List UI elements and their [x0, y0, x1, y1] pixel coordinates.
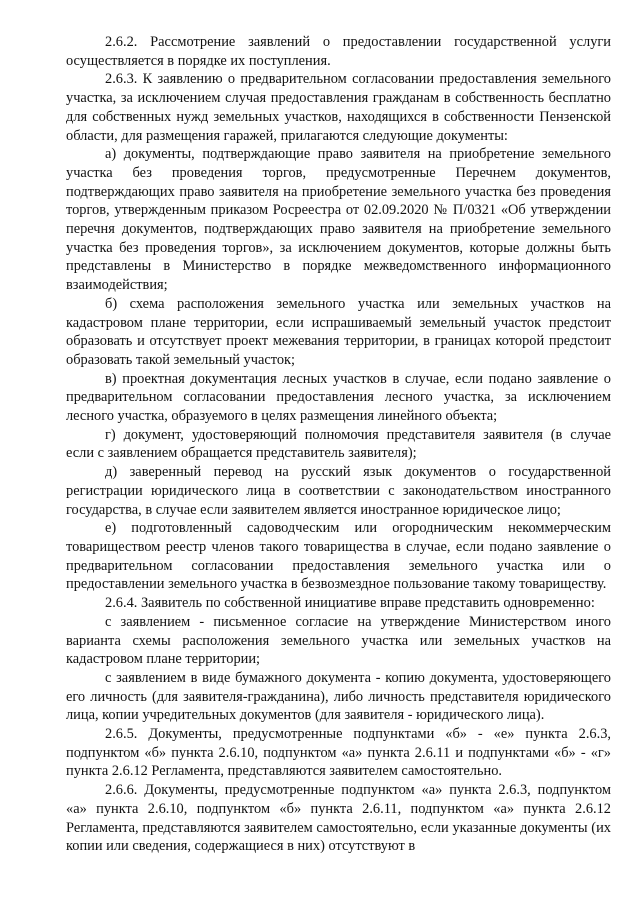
paragraph-2-6-2: 2.6.2. Рассмотрение заявлений о предоставлении государственной услуги осуществляется в порядке их поступления.: [66, 34, 611, 69]
list-item-b: б) схема расположения земельного участка или земельных участков на кадастровом плане территории, если испрашиваемый земельный участок предстоит образовать и отсутствует проект межевания территории, в границах которой предстоит образовать такой земельный участок;: [66, 295, 611, 368]
list-item-g: г) документ, удостоверяющий полномочия представителя заявителя (в случае если с заявлением обращается представитель заявителя);: [66, 426, 611, 462]
list-item-d: д) заверенный перевод на русский язык документов о государственной регистрации юридического лица в соответствии с законодательством иностранного государства, в случае если заявителем является иностранное юридическое лицо;: [66, 464, 611, 518]
paragraph-2-6-5: 2.6.5. Документы, предусмотренные подпунктами «б» - «е» пункта 2.6.3, подпунктом «б» пункта 2.6.10, подпунктом «а» пункта 2.6.11 и подпунктами «б» - «г» пункта 2.6.12 Регламента, представляются заявителем самостоятельно.: [66, 726, 611, 780]
paragraph-2-6-4-paper-copy: с заявлением в виде бумажного документа - копию документа, удостоверяющего его личность (для заявителя-гражданина), либо личность представителя юридического лица, копии учредительных документов (для заявителя - юридического лица).: [66, 669, 611, 724]
paragraph-2-6-3: 2.6.3. К заявлению о предварительном согласовании предоставления земельного участка, за исключением случая предоставления гражданам в собственность бесплатно для собственных нужд земельных участков, находящихся в собственности Пензенской области, для размещения гаражей, прилагаются следующие документы:: [66, 71, 611, 144]
list-item-e: е) подготовленный садоводческим или огородническим некоммерческим товариществом реестр членов такого товарищества в случае, если подано заявление о предварительном согласовании предоставления земельного участка или о предоставлении земельного участка в безвозмездное пользование такому товариществу.: [66, 520, 611, 593]
list-item-a: а) документы, подтверждающие право заявителя на приобретение земельного участка без проведения торгов, предусмотренные Перечнем документов, подтверждающих право заявителя на приобретение земельного участка без проведения торгов, утвержденным приказом Росреестра от 02.09.2020 № П/0321 «Об утверждении перечня документов, подтверждающих право заявителя на приобретение земельного участка без проведения торгов», за исключением документов, которые должны быть представлены в Министерство в порядке межведомственного информационного взаимодействия;: [66, 146, 611, 294]
document-page: [66, 33, 611, 856]
paragraph-2-6-4: 2.6.4. Заявитель по собственной инициативе вправе представить одновременно:: [105, 595, 595, 612]
paragraph-2-6-4-consent: с заявлением - письменное согласие на утверждение Министерством иного варианта схемы расположения земельного участка или земельных участков на кадастровом плане территории;: [66, 613, 611, 668]
list-item-v: в) проектная документация лесных участков в случае, если подано заявление о предварительном согласовании предоставления лесного участка, за исключением лесного участка, образуемого в целях размещения линейного объекта;: [66, 370, 611, 425]
paragraph-2-6-6: 2.6.6. Документы, предусмотренные подпунктом «а» пункта 2.6.3, подпунктом «а» пункта 2.6.10, подпунктом «б» пункта 2.6.11, подпунктом «а» пункта 2.6.12 Регламента, представляются заявителем самостоятельно, если указанные документы (их копии или сведения, содержащиеся в них) отсутствуют в: [66, 782, 611, 855]
